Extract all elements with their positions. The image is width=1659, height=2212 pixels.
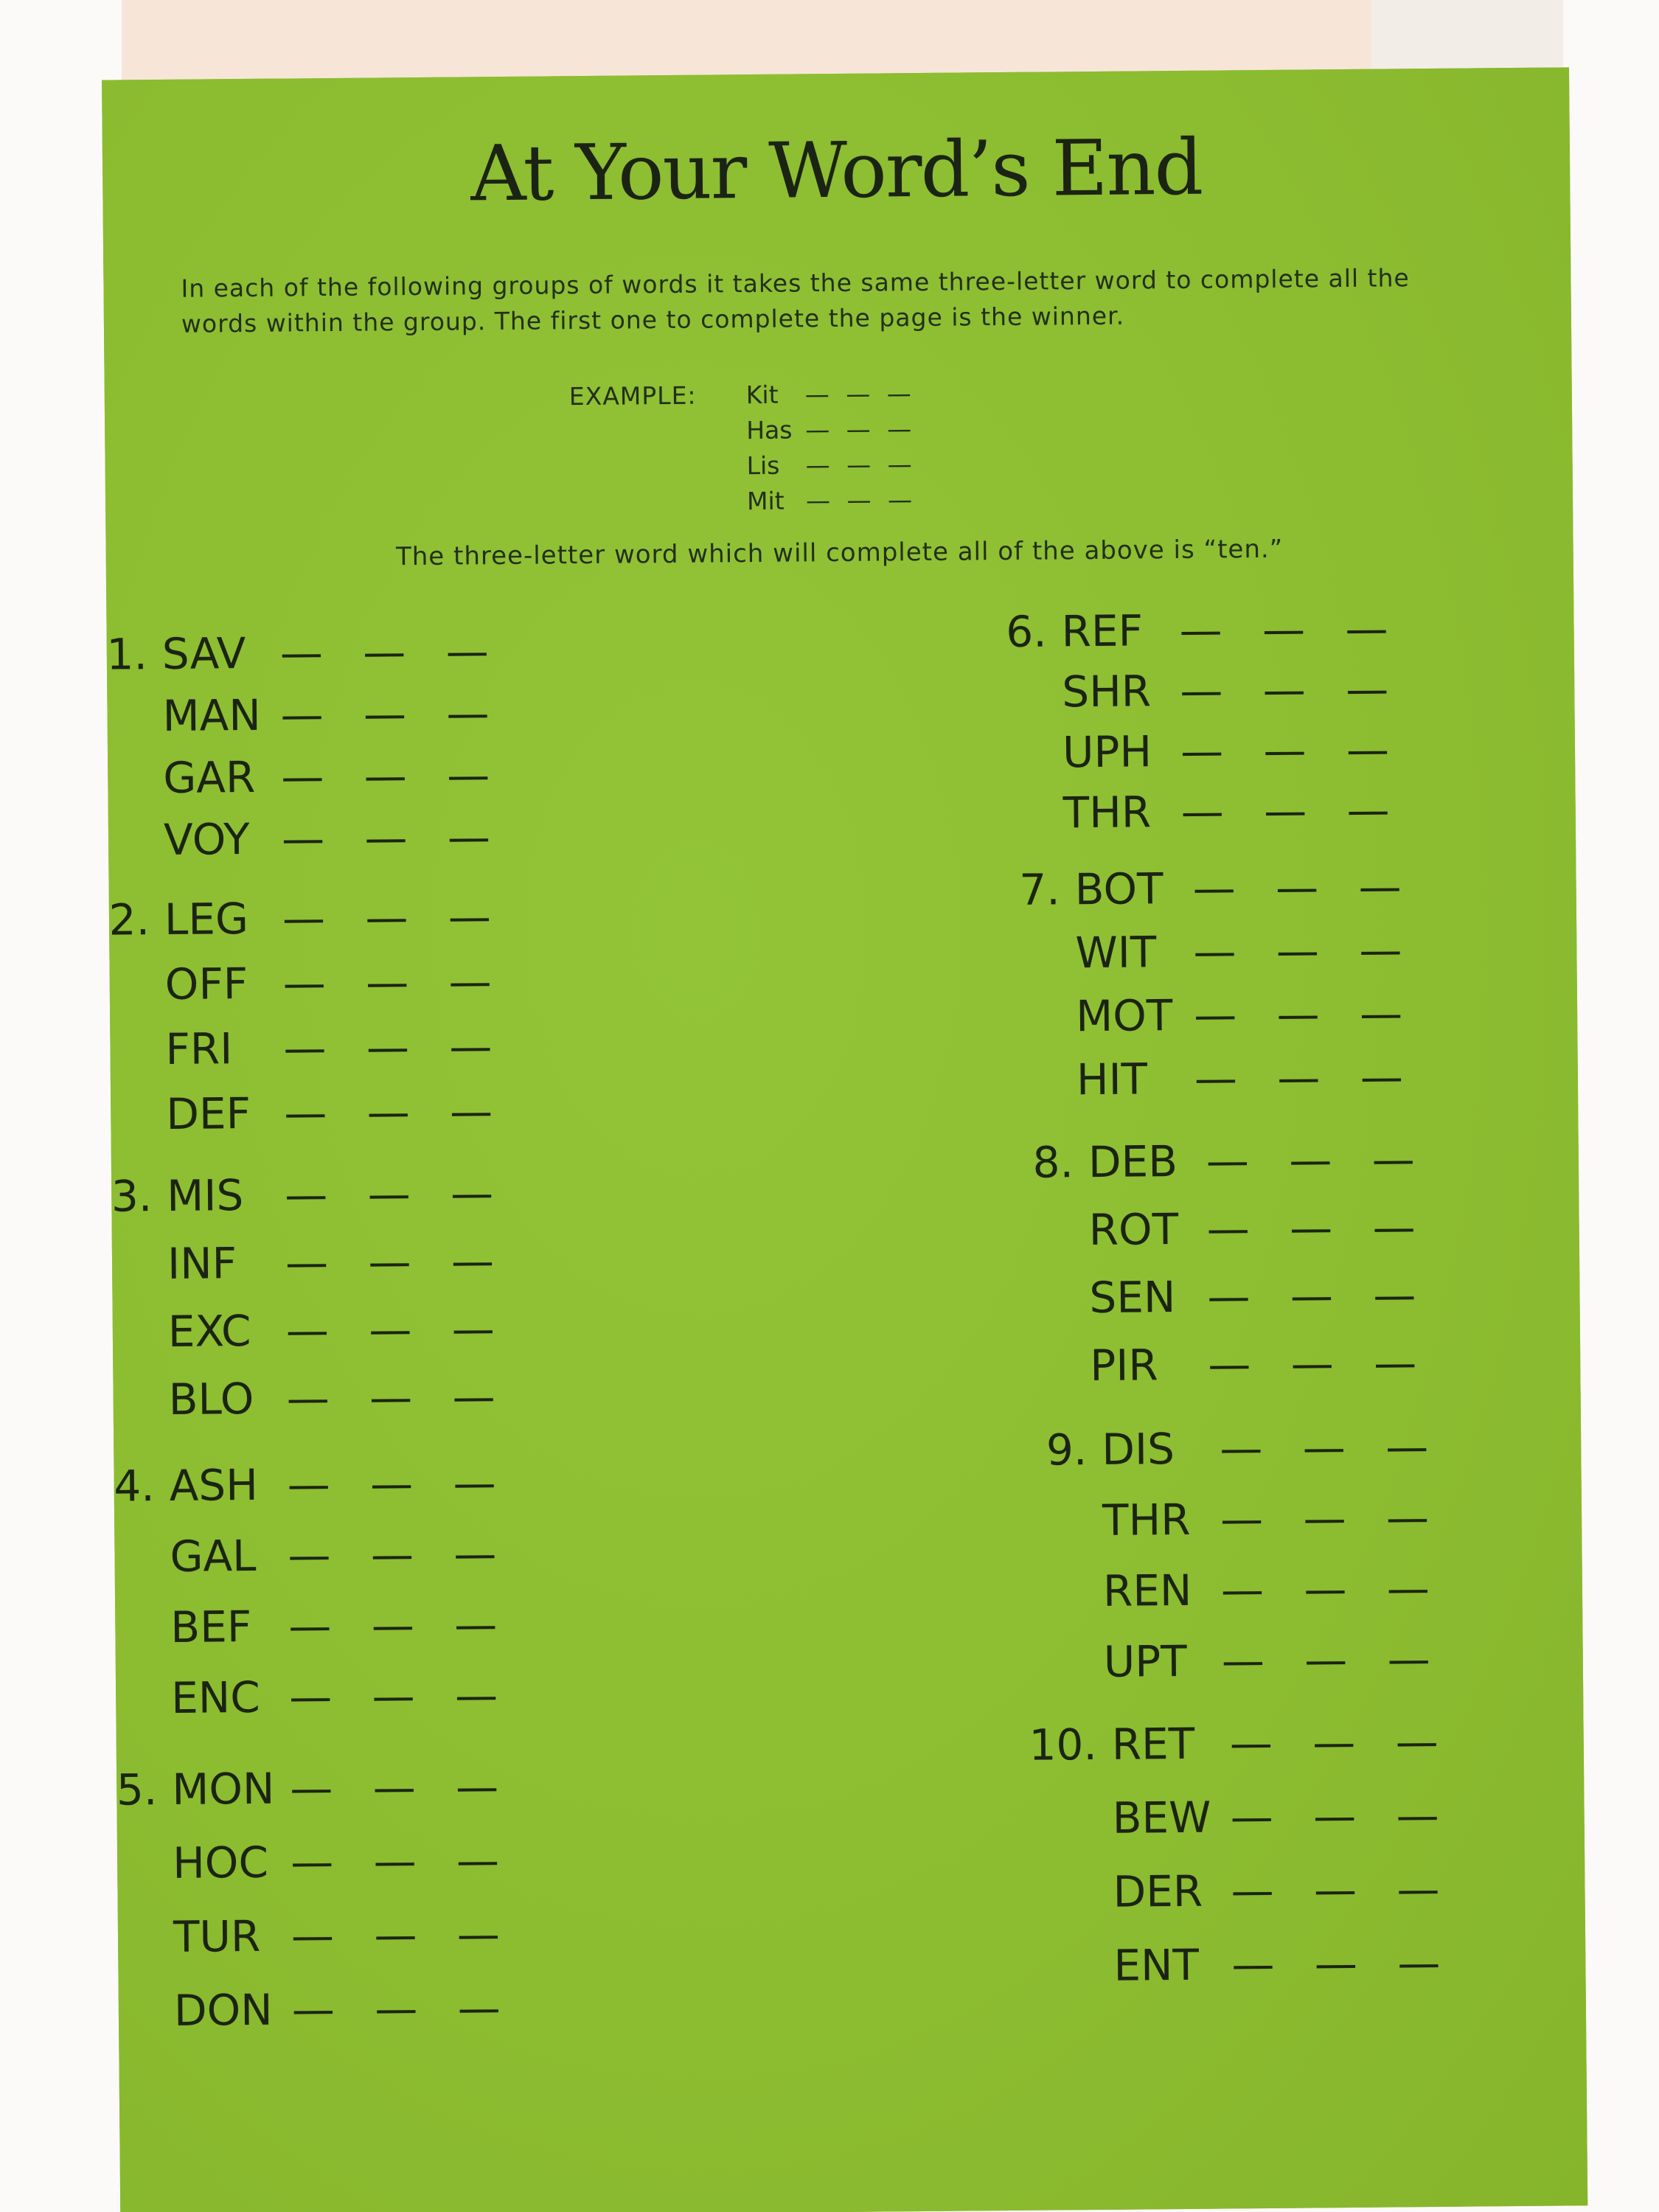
answer-blanks[interactable]: — — — [1220, 1492, 1443, 1545]
word-stem: REN [1102, 1565, 1192, 1616]
word-stem: INF [167, 1238, 237, 1289]
answer-blanks[interactable]: — — — [280, 687, 503, 740]
answer-blanks[interactable]: — — — [288, 1528, 510, 1581]
example-blanks: — — — [805, 414, 917, 445]
answer-blanks[interactable]: — — — [280, 749, 504, 802]
answer-blanks[interactable]: — — — [291, 1908, 514, 1961]
puzzle-line[interactable] [173, 1835, 513, 1900]
puzzle-line[interactable] [163, 750, 504, 815]
word-stem: ENT [1113, 1939, 1200, 1991]
group-number: 9. [1046, 1425, 1088, 1475]
puzzle-line[interactable] [1104, 1634, 1444, 1699]
group-number: 4. [114, 1461, 155, 1512]
puzzle-line[interactable] [1089, 1270, 1430, 1335]
example-line [746, 450, 916, 487]
puzzle-line[interactable] [1088, 1202, 1429, 1267]
group-number: 2. [108, 894, 150, 945]
example-blanks: — — — [805, 450, 917, 480]
word-stem: WIT [1075, 927, 1157, 978]
answer-blanks[interactable]: — — — [1207, 1338, 1430, 1390]
answer-blanks[interactable]: — — — [1180, 785, 1403, 837]
answer-blanks[interactable]: — — — [1230, 1790, 1453, 1843]
example-word: Lis [746, 451, 780, 481]
answer-blanks[interactable]: — — — [282, 956, 505, 1009]
puzzle-line[interactable] [1062, 785, 1403, 849]
word-stem: MOT [1075, 990, 1173, 1042]
word-stem: MAN [162, 689, 261, 741]
group-number: 1. [106, 629, 148, 680]
puzzle-line[interactable] [164, 891, 505, 956]
word-stem: UPT [1103, 1635, 1187, 1687]
puzzle-line[interactable] [1102, 1492, 1443, 1557]
answer-blanks[interactable]: — — — [1180, 664, 1402, 716]
puzzle-line[interactable] [1077, 1051, 1417, 1116]
word-stem: RET [1111, 1718, 1195, 1770]
group-number: 3. [111, 1171, 153, 1222]
example-answer-note: The three-letter word which will complete all of the above is “ten.” [395, 534, 1284, 572]
answer-blanks[interactable]: — — — [1207, 1270, 1430, 1322]
word-stem: ENC [170, 1672, 261, 1723]
puzzle-line[interactable] [168, 1371, 509, 1436]
puzzle-line[interactable] [1062, 724, 1403, 789]
word-stem: DER [1113, 1865, 1203, 1917]
word-stem: HIT [1076, 1054, 1148, 1105]
word-stem: OFF [164, 959, 248, 1009]
answer-blanks[interactable]: — — — [281, 811, 504, 864]
example-word: Mit [746, 486, 785, 516]
word-stem: BLO [168, 1373, 254, 1425]
answer-blanks[interactable]: — — — [1231, 1937, 1454, 1990]
group-number: 6. [1005, 606, 1047, 658]
word-stem: GAR [163, 751, 256, 803]
answer-blanks[interactable]: — — — [289, 1761, 512, 1814]
word-stem: UPH [1062, 726, 1152, 778]
word-stem: BEW [1112, 1792, 1211, 1843]
puzzle-line[interactable] [170, 1599, 511, 1664]
puzzle-line[interactable] [1113, 1938, 1454, 2003]
word-stem: PIR [1090, 1340, 1158, 1391]
example-blanks: — — — [804, 379, 916, 409]
answer-blanks[interactable]: — — — [285, 1303, 509, 1356]
word-stem: DEB [1088, 1136, 1178, 1188]
puzzle-line[interactable] [166, 1086, 507, 1151]
answer-blanks[interactable]: — — — [286, 1371, 509, 1424]
answer-blanks[interactable]: — — — [287, 1457, 509, 1510]
word-stem: ASH [169, 1459, 259, 1511]
answer-blanks[interactable]: — — — [1206, 1134, 1429, 1186]
puzzle-line[interactable] [168, 1304, 509, 1368]
instructions-text: In each of the following groups of words it takes the same three-letter word to complete all the words within the group. The first one to complete the page is the winner. [181, 263, 1410, 338]
word-stem: BEF [170, 1601, 252, 1652]
puzzle-line[interactable] [1111, 1717, 1452, 1781]
word-stem: VOY [163, 813, 250, 865]
answer-blanks[interactable]: — — — [284, 1167, 507, 1220]
answer-blanks[interactable]: — — — [1221, 1633, 1444, 1686]
group-number: 7. [1019, 864, 1060, 915]
group-number: 5. [116, 1764, 158, 1815]
puzzle-line[interactable] [1074, 861, 1415, 926]
answer-blanks[interactable]: — — — [279, 625, 502, 678]
puzzle-line[interactable] [167, 1236, 508, 1301]
puzzle-line[interactable] [164, 812, 504, 877]
answer-blanks[interactable]: — — — [1220, 1562, 1444, 1615]
example-line [746, 414, 916, 451]
word-stem: MON [171, 1763, 275, 1815]
answer-blanks[interactable]: — — — [288, 1669, 512, 1722]
puzzle-line[interactable] [1062, 664, 1402, 728]
example-word: Kit [745, 380, 779, 410]
puzzle-line[interactable] [1088, 1134, 1429, 1199]
puzzle-line[interactable] [169, 1458, 509, 1523]
puzzle-line[interactable] [173, 1909, 514, 1974]
group-number: 10. [1029, 1719, 1098, 1770]
puzzle-line[interactable] [1102, 1422, 1442, 1486]
word-stem: DEF [165, 1088, 251, 1139]
example-line [746, 379, 916, 416]
word-stem: THR [1062, 787, 1152, 838]
example-word: Has [746, 415, 793, 445]
answer-blanks[interactable]: — — — [1231, 1863, 1453, 1916]
word-stem: ROT [1088, 1204, 1179, 1256]
answer-blanks[interactable]: — — — [1193, 925, 1416, 977]
example-line [747, 485, 917, 522]
word-stem: MIS [166, 1170, 244, 1221]
puzzle-line[interactable] [164, 956, 505, 1021]
puzzle-line[interactable] [162, 688, 503, 753]
answer-blanks[interactable]: — — — [1194, 1051, 1417, 1104]
answer-blanks[interactable]: — — — [1192, 861, 1415, 914]
puzzle-line[interactable] [1112, 1790, 1453, 1855]
answer-blanks[interactable]: — — — [1206, 1202, 1429, 1254]
puzzle-line[interactable] [167, 1168, 507, 1233]
word-stem: LEG [164, 893, 249, 945]
word-stem: GAL [170, 1530, 257, 1582]
puzzle-line[interactable] [1103, 1563, 1444, 1628]
puzzle-line[interactable] [174, 1983, 515, 2048]
answer-blanks[interactable]: — — — [283, 1020, 506, 1074]
puzzle-line[interactable] [1061, 603, 1402, 668]
example-label: EXAMPLE: [568, 380, 697, 411]
puzzle-line[interactable] [170, 1528, 510, 1593]
puzzle-line[interactable] [172, 1761, 512, 1826]
answer-blanks[interactable]: — — — [288, 1599, 511, 1652]
word-stem: SAV [161, 628, 246, 679]
word-stem: SHR [1062, 666, 1152, 717]
word-stem: THR [1102, 1494, 1191, 1545]
page-title: At Your Word’s End [470, 122, 1203, 219]
answer-blanks[interactable]: — — — [291, 1982, 515, 2035]
answer-blanks[interactable]: — — — [282, 891, 505, 944]
puzzle-line[interactable] [165, 1021, 506, 1086]
puzzle-line[interactable] [171, 1670, 512, 1735]
example-blanks: — — — [805, 485, 917, 515]
puzzle-line[interactable] [162, 626, 503, 691]
word-stem: EXC [167, 1305, 251, 1357]
group-number: 8. [1032, 1137, 1074, 1188]
answer-blanks[interactable]: — — — [1219, 1421, 1442, 1474]
word-stem: FRI [165, 1023, 233, 1074]
answer-blanks[interactable]: — — — [1229, 1716, 1452, 1769]
word-stem: SEN [1089, 1272, 1176, 1324]
answer-blanks[interactable]: — — — [1180, 724, 1403, 776]
word-stem: TUR [173, 1910, 261, 1962]
word-stem: HOC [172, 1837, 269, 1888]
word-stem: BOT [1074, 863, 1164, 915]
answer-blanks[interactable]: — — — [1179, 603, 1402, 655]
answer-blanks[interactable]: — — — [283, 1085, 507, 1138]
answer-blanks[interactable]: — — — [290, 1834, 513, 1888]
puzzle-line[interactable] [1113, 1864, 1453, 1929]
puzzle-line[interactable] [1075, 925, 1416, 990]
puzzle-line[interactable] [1090, 1338, 1430, 1402]
word-stem: DIS [1102, 1424, 1175, 1475]
answer-blanks[interactable]: — — — [285, 1235, 508, 1288]
puzzle-page [102, 67, 1587, 2212]
word-stem: REF [1061, 605, 1144, 657]
puzzle-line[interactable] [1076, 988, 1416, 1053]
answer-blanks[interactable]: — — — [1193, 988, 1416, 1040]
word-stem: DON [173, 1984, 273, 2036]
